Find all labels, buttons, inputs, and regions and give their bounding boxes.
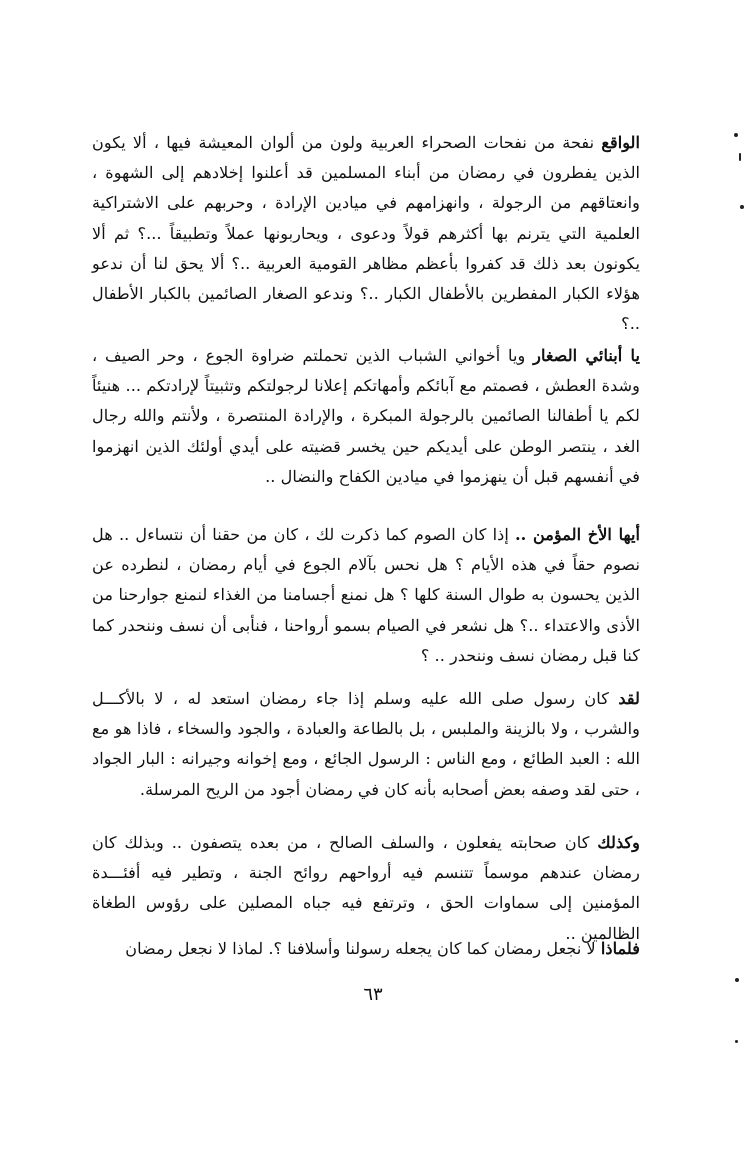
paragraph-2-body: ويا أخواني الشباب الذين تحملتم ضراوة الجوع ، وحر الصيف ، وشدة العطش ، فصمتم مع آبائكم وأمهاتكم إعلانا لرجولتكم وتثبيتاً لإرادتكم ... هنيئاً لكم يا أطفالنا الصائمين بالرجولة المبكرة ، والإرادة المنتصرة ، ولأنتم والله رجال الغد ، ينتصر الوطن على أيديكم حين يخسر قضيته على أيدي أولئك الذين انهزموا في أنفسهم قبل أن ينهزموا في ميادين الكفاح والنضال .. — [92, 346, 640, 486]
paragraph-4-lead: لقد — [618, 689, 640, 708]
paragraph-3-body: إذا كان الصوم كما ذكرت لك ، كان من حقنا أن نتساءل .. هل نصوم حقاً في هذه الأيام ؟ هل نحس بآلام الجوع في أيام رمضان ، لنطرده عن الذين يحسون به طوال السنة كلها ؟ هل نمنع أجسامنا من الغذاء لنمنع جوارحنا من الأذى والاعتداء ..؟ هل نشعر في الصيام بسمو أرواحنا ، فنأبى أن نسف وننحدر كما كنا قبل رمضان نسف وننحدر .. ؟ — [92, 525, 640, 665]
paragraph-1-lead: الواقع — [601, 133, 640, 152]
paragraph-4-body: كان رسول صلى الله عليه وسلم إذا جاء رمضان استعد له ، لا بالأكـــل والشرب ، ولا بالزينة والملبس ، بل بالطاعة والعبادة ، والجود والسخاء ، فاذا هو مع الله : العبد الطائع ، ومع الناس : الرسول الجائع ، ومع إخوانه وجيرانه : البار الجواد ، حتى لقد وصفه بعض أصحابه بأنه كان في رمضان أجود من الريح المرسلة. — [92, 689, 640, 799]
paragraph-6 — [92, 934, 640, 964]
paragraph-6-body: لا نجعل رمضان كما كان يجعله رسولنا وأسلافنا ؟. لماذا لا نجعل رمضان — [125, 939, 596, 958]
paragraph-5 — [92, 828, 640, 949]
scan-speck-mark — [740, 205, 744, 209]
paragraph-2 — [92, 341, 640, 492]
scan-speck-mark — [739, 153, 741, 161]
paragraph-3-lead: أيها الأخ المؤمن .. — [515, 525, 640, 544]
paragraph-3 — [92, 520, 640, 671]
paragraph-4 — [92, 684, 640, 805]
paragraph-5-body: كان صحابته يفعلون ، والسلف الصالح ، من بعده يتصفون .. وبذلك كان رمضان عندهم موسماً تتنسم فيه أرواحهم روائح الجنة ، وتطير فيه أفئـــدة المؤمنين إلى سماوات الحق ، وترتفع فيه جباه المصلين على رؤوس الطغاة الظالمين .. — [92, 833, 640, 943]
scan-speck-mark — [735, 1040, 738, 1043]
paragraph-5-lead: وكذلك — [597, 833, 640, 852]
paragraph-1-body: نفحة من نفحات الصحراء العربية ولون من ألوان المعيشة فيها ، ألا يكون الذين يفطرون في رمضان من أبناء المسلمين قد أعلنوا إخلادهم إلى الشهوة ، وانعتاقهم من الرجولة ، وانهزامهم في ميادين الإرادة ، وحربهم على الاشتراكية العلمية التي يترنم بها أكثرهم قولاً ودعوى ، ويحاربونها عملاً وتطبيقاً ...؟ ثم ألا يكونون بعد ذلك قد كفروا بأعظم مظاهر القومية العربية ..؟ ألا يحق لنا أن ندعو هؤلاء الكبار المفطرين بالأطفال الكبار ..؟ وندعو الصغار الصائمين بالكبار الأطفال ..؟ — [92, 133, 640, 334]
scan-speck-mark — [734, 133, 738, 137]
paragraph-2-lead: يا أبنائي الصغار — [533, 346, 640, 365]
scan-speck-mark — [735, 978, 739, 982]
page-number: ٦٣ — [363, 984, 383, 1005]
paragraph-6-lead: فلماذا — [600, 939, 640, 958]
paragraph-1 — [92, 128, 640, 339]
